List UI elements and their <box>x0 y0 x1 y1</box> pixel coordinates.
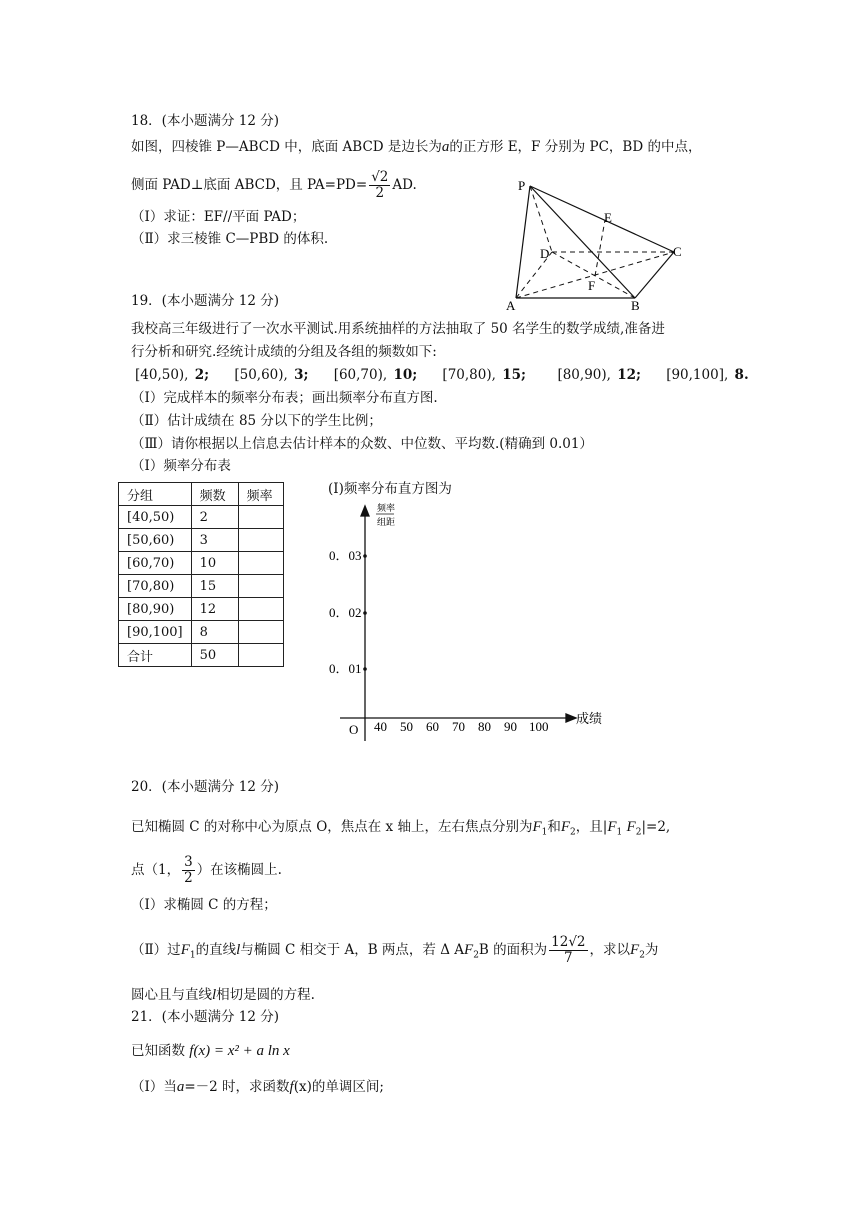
table-row <box>119 575 284 598</box>
table-cell: 12 <box>191 598 238 621</box>
label-C: C <box>673 244 682 259</box>
table-cell: [50,60) <box>119 529 192 552</box>
q19-table-caption: （Ⅰ）频率分布表 <box>131 458 231 474</box>
x-tick-label: 100 <box>529 719 549 734</box>
table-row <box>119 529 284 552</box>
q19-line2: 行分析和研究.经统计成绩的分组及各组的频数如下: <box>131 344 437 360</box>
table-cell: [80,90) <box>119 598 192 621</box>
q20-part2-continued: 圆心且与直线l相切是圆的方程. <box>131 987 315 1003</box>
table-cell: [90,100] <box>119 621 192 644</box>
table-cell: 50 <box>191 644 238 667</box>
histogram-axes <box>320 496 620 746</box>
label-F: F <box>588 278 596 293</box>
table-header: 频数 <box>191 483 238 506</box>
x-tick-label: 50 <box>400 719 413 734</box>
table-cell <box>238 575 283 598</box>
table-cell: [70,80) <box>119 575 192 598</box>
q21-line1: 已知函数 f(x) = x² + a ln x <box>131 1043 290 1059</box>
table-cell: [40,50) <box>119 506 192 529</box>
table-cell <box>238 552 283 575</box>
table-cell <box>238 644 283 667</box>
q19-part3: （Ⅲ）请你根据以上信息去估计样本的众数、中位数、平均数.(精确到 0.01） <box>131 436 593 452</box>
q18-part2: （Ⅱ）求三棱锥 C—PBD 的体积. <box>131 231 329 247</box>
q20-header: 20．(本小题满分 12 分) <box>131 779 279 795</box>
q19-part1: （Ⅰ）完成样本的频率分布表；画出频率分布直方图. <box>131 390 438 406</box>
q18-header: 18．(本小题满分 12 分) <box>131 113 279 129</box>
x-axis-label: 成绩 <box>576 711 603 726</box>
table-cell <box>238 529 283 552</box>
table-row <box>119 621 284 644</box>
x-tick-label: 90 <box>504 719 517 734</box>
table-header-row <box>119 483 284 506</box>
frequency-table <box>118 482 284 667</box>
table-cell: [60,70) <box>119 552 192 575</box>
table-row <box>119 644 284 667</box>
table-cell <box>238 621 283 644</box>
q18-line2: 侧面 PAD⊥底面 ABCD，且 PA=PD= $\frac{√2}{2}$ AD. <box>131 169 417 201</box>
pyramid-figure <box>500 170 700 315</box>
label-E: E <box>604 210 612 225</box>
q19-part2: （Ⅱ）估计成绩在 85 分以下的学生比例； <box>131 413 382 429</box>
q18-fraction: $\frac{√2}{2}$ <box>371 169 389 201</box>
q19-header: 19．(本小题满分 12 分) <box>131 293 279 309</box>
q19-line1: 我校高三年级进行了一次水平测试.用系统抽样的方法抽取了 50 名学生的数学成绩,准备进 <box>131 321 665 337</box>
table-cell: 15 <box>191 575 238 598</box>
y-tick-label: 0．03 <box>329 548 362 563</box>
q18-part1: （Ⅰ）求证：EF//平面 PAD； <box>131 209 306 225</box>
table-cell: 合计 <box>119 644 192 667</box>
table-cell <box>238 598 283 621</box>
label-D: D <box>540 246 550 261</box>
table-cell: 8 <box>191 621 238 644</box>
table-row <box>119 506 284 529</box>
table-row <box>119 598 284 621</box>
y-tick-label: 0．02 <box>329 605 362 620</box>
q20-area-fraction: $\frac{12√2}{7}$ <box>551 934 586 966</box>
table-cell: 3 <box>191 529 238 552</box>
table-header: 分组 <box>119 483 192 506</box>
x-tick-label: 70 <box>452 719 465 734</box>
y-label-denominator: 组距 <box>377 517 396 527</box>
x-tick-label: 80 <box>478 719 491 734</box>
q18-line1: 如图，四棱锥 P—ABCD 中，底面 ABCD 是边长为a的正方形 E，F 分别为 PC，BD 的中点， <box>131 139 702 155</box>
x-tick-label: 40 <box>374 719 387 734</box>
table-cell: 10 <box>191 552 238 575</box>
q20-part1: （Ⅰ）求椭圆 C 的方程； <box>131 897 277 913</box>
q21-function: f(x) = x² + a ln x <box>189 1043 290 1059</box>
origin-label: O <box>349 722 359 737</box>
label-A: A <box>506 298 516 313</box>
table-cell: 2 <box>191 506 238 529</box>
label-P: P <box>518 178 526 193</box>
x-tick-label: 60 <box>426 719 439 734</box>
table-row <box>119 552 284 575</box>
q20-line1: 已知椭圆 C 的对称中心为原点 O，焦点在 x 轴上，左右焦点分别为$F_1$和$F_2$，且$|F_1$ $F_2|=2$, <box>131 819 671 838</box>
y-tick-label: 0．01 <box>329 661 362 676</box>
table-cell <box>238 506 283 529</box>
histogram-title: (Ⅰ)频率分布直方图为 <box>328 481 452 497</box>
q20-line2: 点（1， $\frac{3}{2}$ ）在该椭圆上. <box>131 854 282 886</box>
table-header: 频率 <box>238 483 283 506</box>
q20-part2: （Ⅱ）过$F_1$的直线l与椭圆 C 相交于 A，B 两点，若 Δ $AF_2B$ 的面积为 $\frac{12√2}{7}$ ，求以$F_2$为 <box>131 934 659 966</box>
q19-groups: [40,50), 2; [50,60), 3; [60,70), 10; [70,80), 15; [80,90), 12; [90,100], 8. <box>135 367 749 383</box>
label-B: B <box>631 298 640 313</box>
q21-header: 21．(本小题满分 12 分) <box>131 1009 279 1025</box>
q20-point-fraction: $\frac{3}{2}$ <box>184 854 193 886</box>
q21-part1: （Ⅰ）当a=－2 时，求函数f(x)的单调区间; <box>131 1079 384 1095</box>
y-label-numerator: 频率 <box>377 503 396 513</box>
